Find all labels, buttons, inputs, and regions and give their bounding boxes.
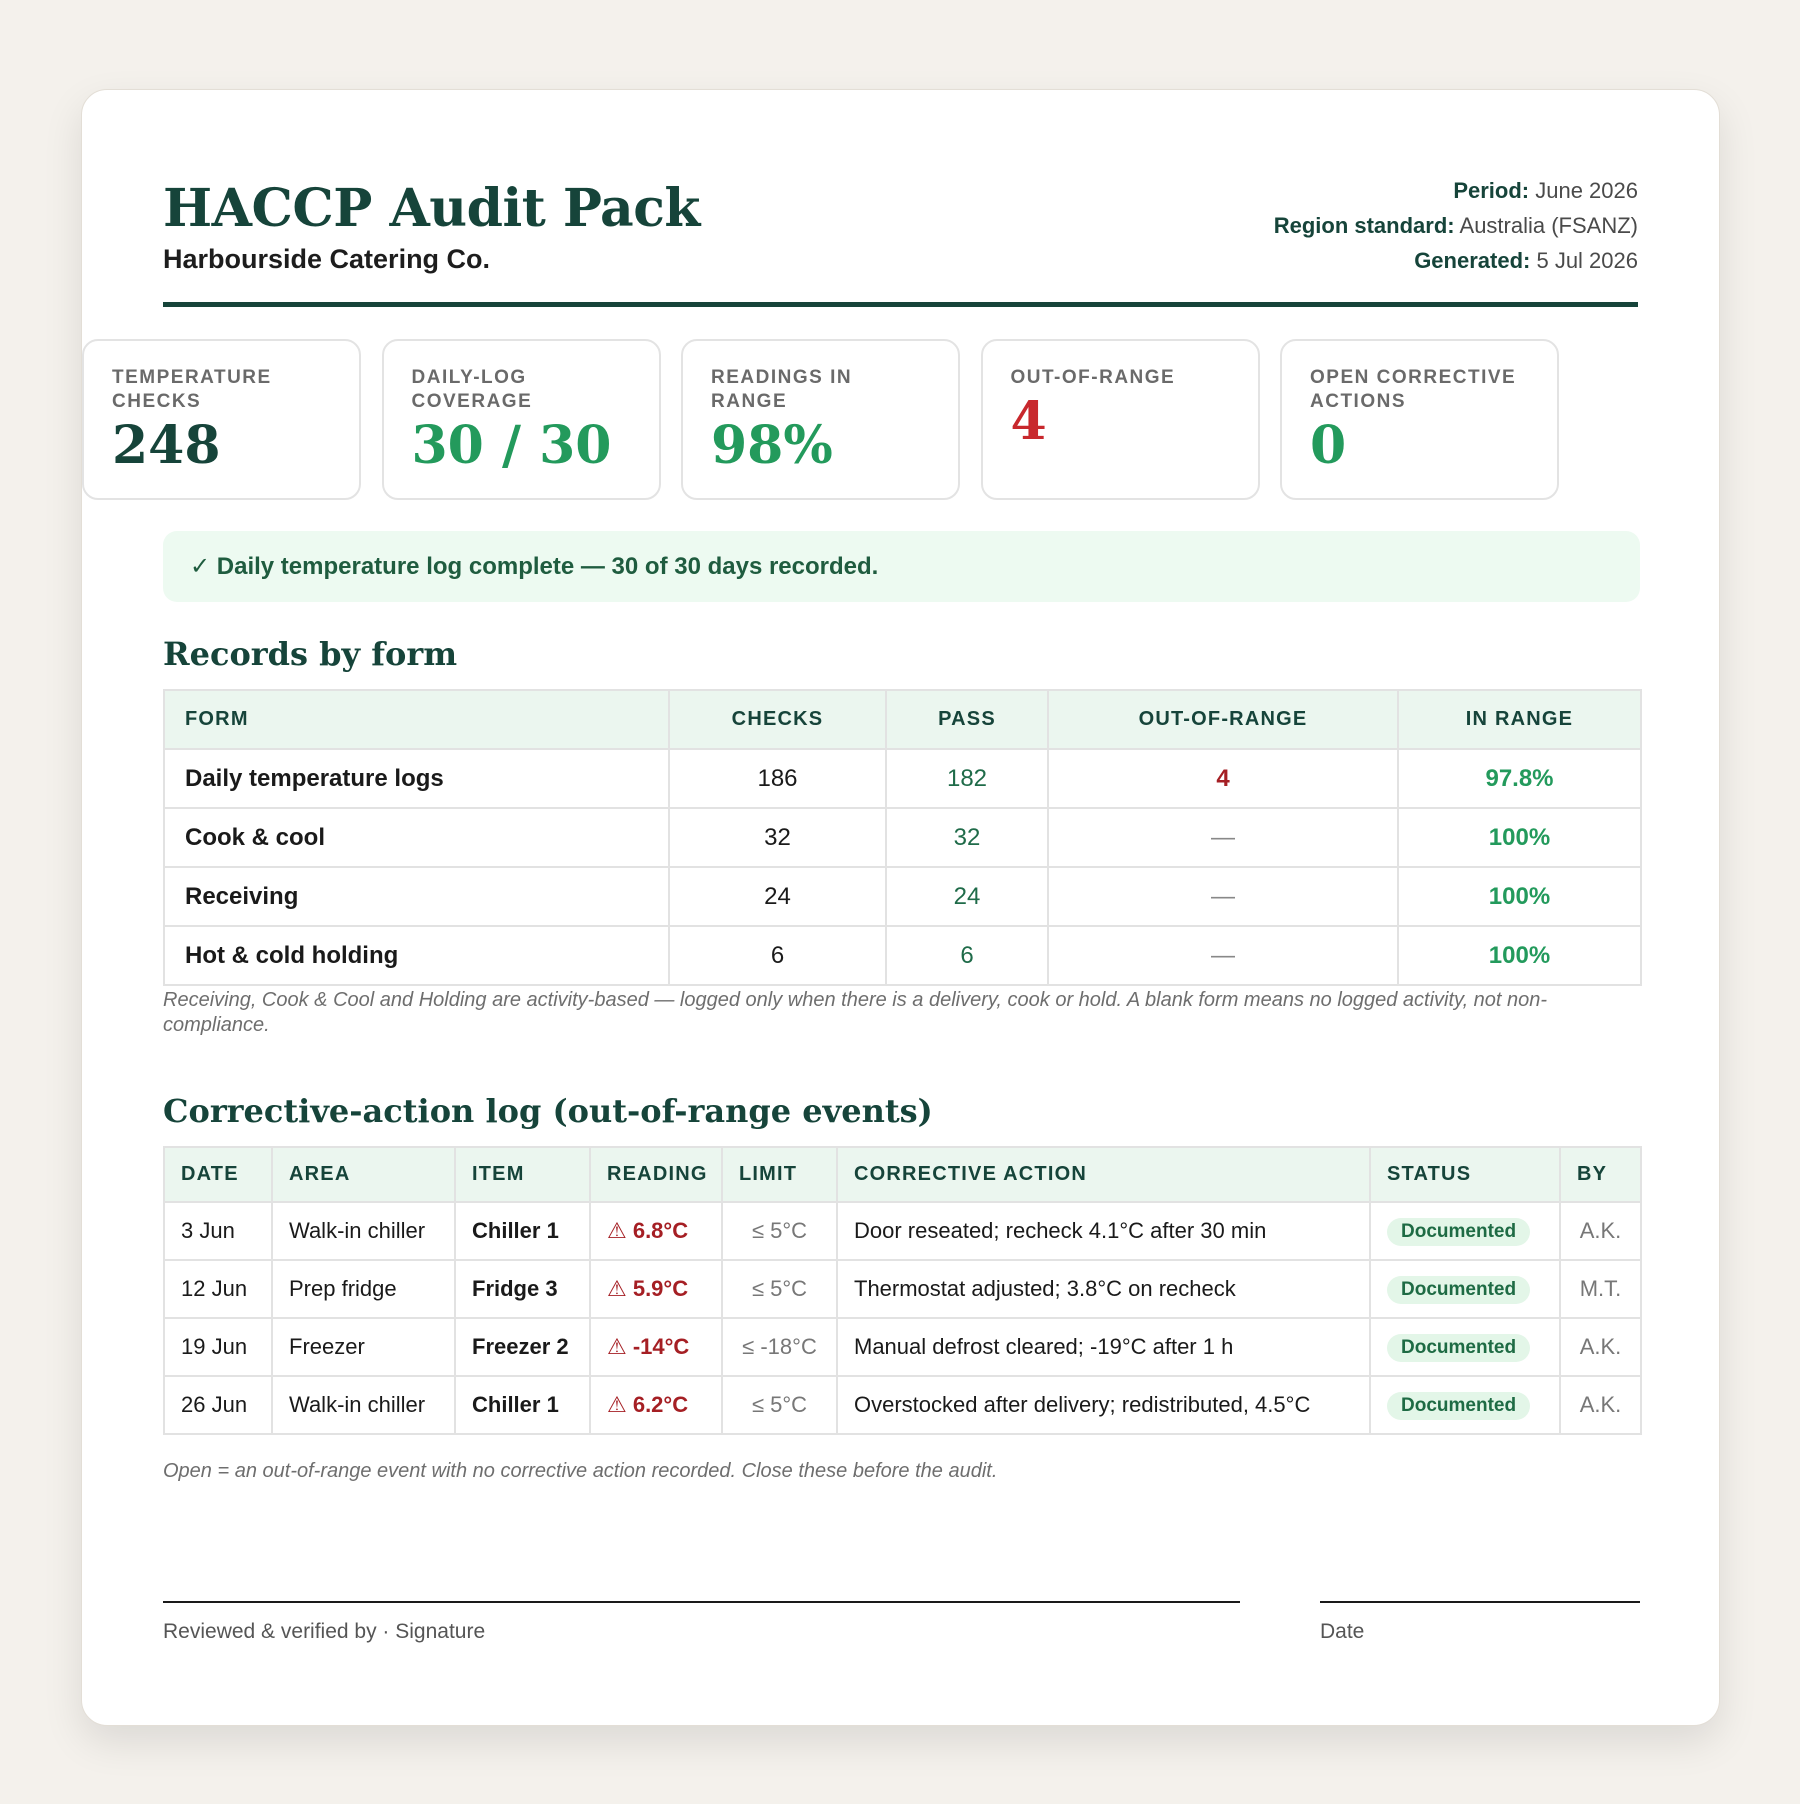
table-row (164, 808, 1641, 867)
table-row (164, 926, 1641, 985)
out-of-range-count: — (1048, 867, 1398, 926)
form-name: Receiving (164, 867, 669, 926)
event-action: Thermostat adjusted; 3.8°C on recheck (837, 1260, 1370, 1318)
form-name: Daily temperature logs (164, 749, 669, 808)
col-date: DATE (164, 1147, 272, 1202)
table-row (164, 749, 1641, 808)
records-section-title: Records by form (163, 635, 458, 673)
kpi-value: 0 (1310, 415, 1347, 476)
event-area: Walk-in chiller (272, 1376, 455, 1434)
kpi-readings-in-range (681, 339, 960, 500)
pass-count: 182 (886, 749, 1048, 808)
event-item: Chiller 1 (455, 1202, 590, 1260)
header (163, 90, 1638, 307)
event-reading: ⚠ 6.8°C (590, 1202, 722, 1260)
event-by: A.K. (1560, 1318, 1641, 1376)
col-area: AREA (272, 1147, 455, 1202)
col-checks: CHECKS (669, 690, 886, 749)
event-status (1370, 1376, 1560, 1434)
kpi-out-of-range (981, 339, 1260, 500)
business-name: Harbourside Catering Co. (163, 244, 491, 274)
event-area: Prep fridge (272, 1260, 455, 1318)
table-row (164, 867, 1641, 926)
col-limit: LIMIT (722, 1147, 837, 1202)
event-item: Fridge 3 (455, 1260, 590, 1318)
checks-count: 32 (669, 808, 886, 867)
table-header-row (164, 690, 1641, 749)
kpi-open-corrective-actions (1280, 339, 1559, 500)
event-action: Overstocked after delivery; redistributed, 4.5°C (837, 1376, 1370, 1434)
out-of-range-count: — (1048, 926, 1398, 985)
event-by: A.K. (1560, 1202, 1641, 1260)
col-pass: PASS (886, 690, 1048, 749)
corrective-footnote: Open = an out-of-range event with no corrective action recorded. Close these before the audit. (163, 1460, 998, 1482)
col-in-range: IN RANGE (1398, 690, 1641, 749)
out-of-range-count: 4 (1048, 749, 1398, 808)
col-by: BY (1560, 1147, 1641, 1202)
event-by: A.K. (1560, 1376, 1641, 1434)
event-item: Freezer 2 (455, 1318, 590, 1376)
table-row (164, 1376, 1641, 1434)
in-range-percent: 100% (1398, 867, 1641, 926)
kpi-value: 4 (1010, 391, 1047, 452)
col-item: ITEM (455, 1147, 590, 1202)
in-range-percent: 100% (1398, 926, 1641, 985)
kpi-value: 98% (711, 415, 833, 476)
event-by: M.T. (1560, 1260, 1641, 1318)
status-badge: Documented (1387, 1218, 1530, 1246)
col-status: STATUS (1370, 1147, 1560, 1202)
event-date: 3 Jun (164, 1202, 272, 1260)
status-badge: Documented (1387, 1392, 1530, 1420)
event-status (1370, 1318, 1560, 1376)
signature-label: Reviewed & verified by · Signature (163, 1620, 486, 1643)
event-action: Manual defrost cleared; -19°C after 1 h (837, 1318, 1370, 1376)
kpi-label: READINGS IN RANGE (711, 367, 853, 412)
records-footnote: Receiving, Cook & Cool and Holding are activity-based — logged only when there is a delivery, cook or hold. A blank form means no logged activity, not non-compliance. (163, 989, 1548, 1036)
col-corrective-action: CORRECTIVE ACTION (837, 1147, 1370, 1202)
event-date: 26 Jun (164, 1376, 272, 1434)
kpi-temperature-checks (82, 339, 361, 500)
audit-pack-card (81, 89, 1720, 1726)
event-limit: ≤ -18°C (722, 1318, 837, 1376)
report-meta (1274, 173, 1638, 278)
kpi-daily-log-coverage (382, 339, 661, 500)
pass-count: 24 (886, 867, 1048, 926)
form-name: Hot & cold holding (164, 926, 669, 985)
event-status (1370, 1202, 1560, 1260)
event-date: 19 Jun (164, 1318, 272, 1376)
signature-line (163, 1601, 1240, 1603)
in-range-percent: 97.8% (1398, 749, 1641, 808)
checks-count: 6 (669, 926, 886, 985)
kpi-label: OUT-OF-RANGE (1010, 367, 1176, 388)
event-reading: ⚠ 6.2°C (590, 1376, 722, 1434)
log-complete-banner: ✓ Daily temperature log complete — 30 of 30 days recorded. (163, 531, 1640, 602)
table-row (164, 1202, 1641, 1260)
records-table (163, 689, 1642, 986)
event-reading: ⚠ 5.9°C (590, 1260, 722, 1318)
status-badge: Documented (1387, 1334, 1530, 1362)
date-label: Date (1320, 1620, 1365, 1643)
event-limit: ≤ 5°C (722, 1376, 837, 1434)
col-out-of-range: OUT-OF-RANGE (1048, 690, 1398, 749)
form-name: Cook & cool (164, 808, 669, 867)
pass-count: 32 (886, 808, 1048, 867)
event-action: Door reseated; recheck 4.1°C after 30 min (837, 1202, 1370, 1260)
meta-region: Region standard: Australia (FSANZ) (1273, 213, 1638, 238)
date-line (1320, 1601, 1640, 1603)
table-row (164, 1260, 1641, 1318)
event-area: Walk-in chiller (272, 1202, 455, 1260)
event-status (1370, 1260, 1560, 1318)
kpi-label: DAILY-LOG COVERAGE (411, 367, 533, 412)
col-form: FORM (164, 690, 669, 749)
event-item: Chiller 1 (455, 1376, 590, 1434)
table-header-row (164, 1147, 1641, 1202)
in-range-percent: 100% (1398, 808, 1641, 867)
status-badge: Documented (1387, 1276, 1530, 1304)
checks-count: 24 (669, 867, 886, 926)
event-date: 12 Jun (164, 1260, 272, 1318)
page-title: HACCP Audit Pack (163, 178, 700, 239)
meta-generated: Generated: 5 Jul 2026 (1414, 248, 1638, 273)
col-reading: READING (590, 1147, 722, 1202)
event-limit: ≤ 5°C (722, 1260, 837, 1318)
kpi-row (82, 339, 1559, 500)
out-of-range-count: — (1048, 808, 1398, 867)
pass-count: 6 (886, 926, 1048, 985)
kpi-label: OPEN CORRECTIVE ACTIONS (1310, 367, 1517, 412)
kpi-label: TEMPERATURE CHECKS (112, 367, 272, 412)
event-reading: ⚠ -14°C (590, 1318, 722, 1376)
meta-period: Period: June 2026 (1453, 178, 1638, 203)
corrective-action-table (163, 1146, 1642, 1435)
kpi-value: 30 / 30 (411, 415, 612, 476)
checks-count: 186 (669, 749, 886, 808)
event-area: Freezer (272, 1318, 455, 1376)
kpi-value: 248 (112, 415, 221, 476)
corrective-section-title: Corrective-action log (out-of-range events) (163, 1092, 933, 1130)
table-row (164, 1318, 1641, 1376)
event-limit: ≤ 5°C (722, 1202, 837, 1260)
